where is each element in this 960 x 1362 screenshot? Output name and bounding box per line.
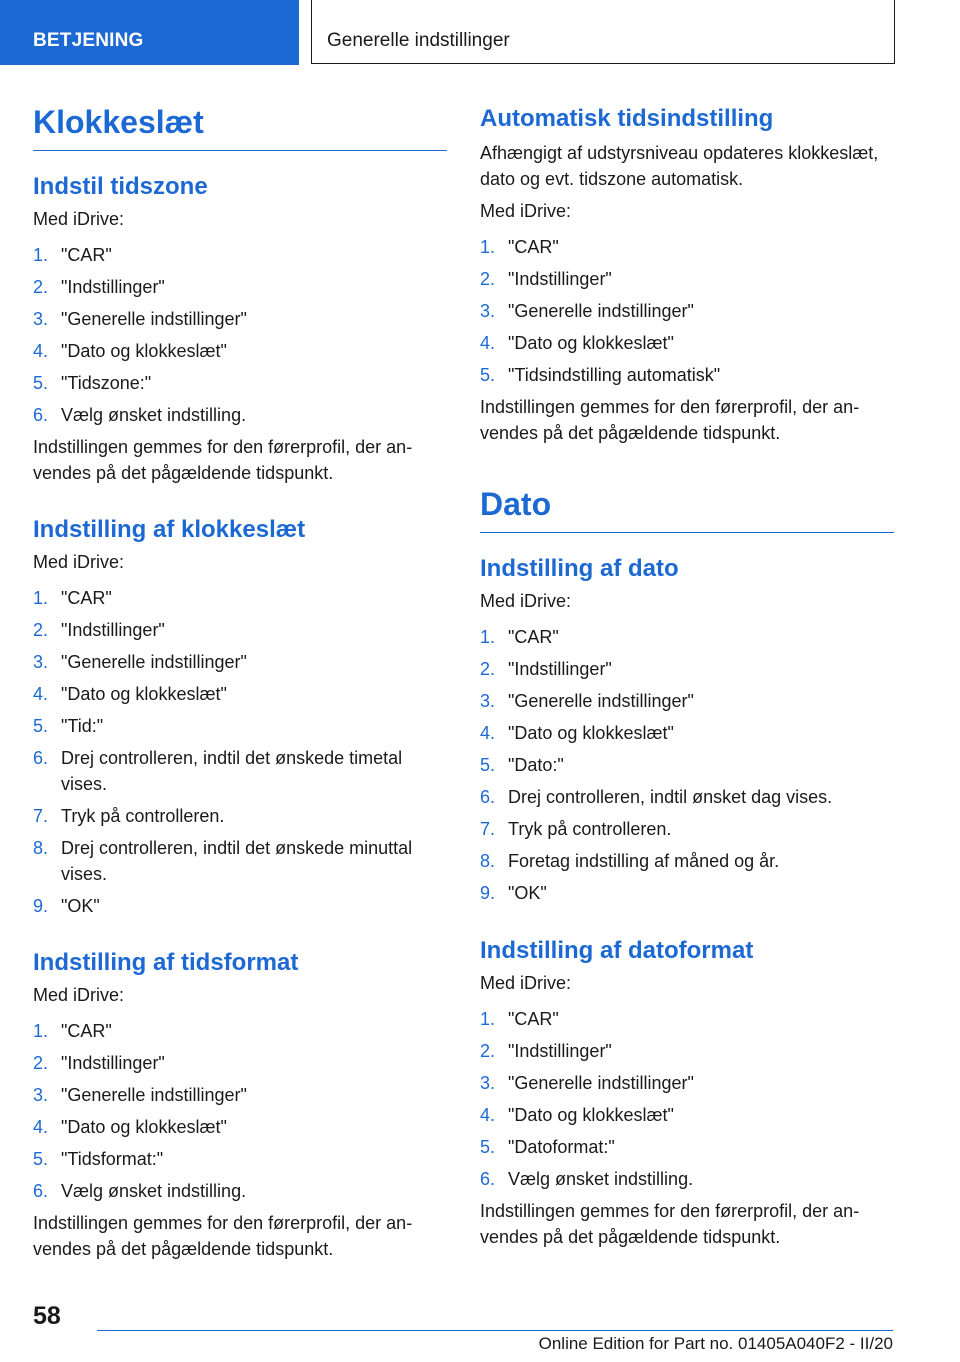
step-text: "Dato og klokkeslæt" (508, 1105, 674, 1125)
list-item (33, 1146, 447, 1172)
step-text: "Tidsformat:" (61, 1149, 164, 1169)
step-number: 8. (480, 851, 496, 871)
step-text: "Generelle indstillinger" (61, 1085, 247, 1105)
step-text: "CAR" (508, 1009, 559, 1029)
step-number: 4. (480, 333, 496, 353)
step-text: "Indstillinger" (61, 277, 165, 297)
step-text: "Datoformat:" (508, 1137, 615, 1157)
list-item (33, 745, 447, 797)
step-text: "Indstillinger" (508, 659, 612, 679)
step-number: 6. (33, 1181, 49, 1201)
step-number: 2. (33, 620, 49, 640)
step-text: "Generelle indstillinger" (508, 301, 694, 321)
list-item (33, 835, 447, 887)
page-title-time: Klokkeslæt (33, 102, 447, 151)
section-dato (480, 484, 894, 533)
list-item (480, 880, 894, 906)
timezone-steps (33, 242, 447, 428)
step-number: 1. (480, 237, 496, 257)
step-text: "Indstillinger" (508, 269, 612, 289)
step-number: 9. (33, 896, 49, 916)
list-item (480, 752, 894, 778)
step-number: 4. (480, 723, 496, 743)
list-item (480, 298, 894, 324)
list-item (33, 649, 447, 675)
timeformat-note: Indstillingen gemmes for den førerprofil, der anvendes på det pågældende tidspunkt. (33, 1213, 413, 1259)
timezone-heading: Indstil tidszone (33, 173, 208, 200)
list-item (33, 338, 447, 364)
dateformat-note: Indstillingen gemmes for den førerprofil, der anvendes på det pågældende tidspunkt. (480, 1201, 860, 1247)
step-text: Vælg ønsket indstilling. (61, 1181, 247, 1201)
list-item (33, 803, 447, 829)
list-item (33, 1050, 447, 1076)
list-item (480, 848, 894, 874)
list-item (33, 681, 447, 707)
step-text: "Dato og klokkeslæt" (61, 1117, 227, 1137)
step-text: Drej controlleren, indtil det ønskede timetal vises. (61, 748, 403, 794)
step-number: 3. (33, 1085, 49, 1105)
step-number: 1. (33, 1021, 49, 1041)
date-steps (480, 624, 894, 906)
timeformat-section (33, 948, 447, 1262)
step-number: 5. (480, 755, 496, 775)
step-text: "Dato:" (508, 755, 564, 775)
list-item (33, 1018, 447, 1044)
timezone-note: Indstillingen gemmes for den førerprofil, der anvendes på det pågældende tidspunkt. (33, 437, 413, 483)
auto-description: Afhængigt af udstyrsniveau opdateres klokkeslæt, dato og evt. tidszone automatisk. (480, 143, 879, 189)
timezone-intro: Med iDrive: (33, 209, 125, 229)
step-text: Tryk på controlleren. (61, 806, 225, 826)
step-text: "Tidsindstilling automatisk" (508, 365, 721, 385)
list-item (33, 306, 447, 332)
step-number: 2. (480, 659, 496, 679)
step-text: Drej controlleren, indtil det ønskede minuttal vises. (61, 838, 413, 884)
step-number: 7. (33, 806, 49, 826)
step-number: 4. (480, 1105, 496, 1125)
step-text: "CAR" (61, 588, 112, 608)
list-item (480, 816, 894, 842)
date-section (480, 554, 894, 912)
step-number: 4. (33, 341, 49, 361)
step-text: "Dato og klokkeslæt" (508, 723, 674, 743)
list-item (33, 713, 447, 739)
footer-divider (97, 1330, 893, 1331)
chapter-tab (311, 0, 895, 64)
time-section (33, 515, 447, 925)
page-number: 58 (33, 1302, 61, 1330)
step-number: 6. (33, 748, 49, 768)
step-number: 2. (33, 277, 49, 297)
step-text: "CAR" (508, 237, 559, 257)
time-intro: Med iDrive: (33, 552, 125, 572)
time-heading: Indstilling af klokkeslæt (33, 516, 306, 543)
auto-intro: Med iDrive: (480, 201, 572, 221)
step-text: "CAR" (61, 1021, 112, 1041)
step-number: 2. (480, 1041, 496, 1061)
step-text: "Tidszone:" (61, 373, 152, 393)
step-text: "Dato og klokkeslæt" (508, 333, 674, 353)
chapter-title: Generelle indstillinger (327, 30, 510, 51)
step-text: "Dato og klokkeslæt" (61, 341, 227, 361)
list-item (33, 617, 447, 643)
step-text: "Tid:" (61, 716, 104, 736)
list-item (33, 893, 447, 919)
date-heading: Indstilling af dato (480, 555, 679, 582)
step-number: 6. (33, 405, 49, 425)
step-number: 2. (480, 269, 496, 289)
step-text: Drej controlleren, indtil ønsket dag vises. (508, 787, 833, 807)
auto-steps (480, 234, 894, 388)
step-number: 5. (33, 716, 49, 736)
list-item (33, 1114, 447, 1140)
step-number: 4. (33, 684, 49, 704)
list-item (480, 330, 894, 356)
list-item (33, 402, 447, 428)
step-text: "Indstillinger" (508, 1041, 612, 1061)
section-tab (0, 0, 299, 65)
step-text: Foretag indstilling af måned og år. (508, 851, 780, 871)
list-item (480, 688, 894, 714)
timeformat-intro: Med iDrive: (33, 985, 125, 1005)
step-text: Tryk på controlleren. (508, 819, 672, 839)
step-text: Vælg ønsket indstilling. (61, 405, 247, 425)
time-steps (33, 585, 447, 919)
step-number: 1. (480, 1009, 496, 1029)
dateformat-section (480, 936, 894, 1250)
list-item (480, 1166, 894, 1192)
list-item (33, 242, 447, 268)
auto-section (480, 104, 894, 446)
list-item (480, 784, 894, 810)
step-number: 3. (480, 691, 496, 711)
list-item (480, 624, 894, 650)
list-item (480, 1134, 894, 1160)
step-number: 9. (480, 883, 496, 903)
step-text: "CAR" (61, 245, 112, 265)
step-text: "Generelle indstillinger" (61, 652, 247, 672)
step-number: 3. (480, 1073, 496, 1093)
list-item (480, 720, 894, 746)
step-number: 1. (480, 627, 496, 647)
list-item (480, 1006, 894, 1032)
list-item (480, 1102, 894, 1128)
step-number: 8. (33, 838, 49, 858)
list-item (33, 274, 447, 300)
step-text: Vælg ønsket indstilling. (508, 1169, 694, 1189)
step-number: 3. (33, 652, 49, 672)
step-number: 1. (33, 588, 49, 608)
step-text: "Generelle indstillinger" (61, 309, 247, 329)
list-item (33, 1082, 447, 1108)
page-title-date: Dato (480, 484, 894, 533)
step-number: 6. (480, 1169, 496, 1189)
list-item (480, 656, 894, 682)
step-text: "Generelle indstillinger" (508, 691, 694, 711)
footer-edition: Online Edition for Part no. 01405A040F2 - II/20 (538, 1334, 893, 1353)
step-number: 5. (33, 373, 49, 393)
step-number: 5. (33, 1149, 49, 1169)
step-number: 5. (480, 365, 496, 385)
step-text: "CAR" (508, 627, 559, 647)
dateformat-intro: Med iDrive: (480, 973, 572, 993)
list-item (480, 1070, 894, 1096)
list-item (480, 234, 894, 260)
step-number: 3. (480, 301, 496, 321)
step-number: 7. (480, 819, 496, 839)
step-number: 2. (33, 1053, 49, 1073)
list-item (33, 585, 447, 611)
step-number: 5. (480, 1137, 496, 1157)
auto-note: Indstillingen gemmes for den førerprofil, der anvendes på det pågældende tidspunkt. (480, 397, 860, 443)
step-number: 4. (33, 1117, 49, 1137)
step-text: "Dato og klokkeslæt" (61, 684, 227, 704)
timeformat-steps (33, 1018, 447, 1204)
section-klokkeslaet (33, 102, 447, 151)
step-text: "OK" (61, 896, 100, 916)
step-text: "Indstillinger" (61, 620, 165, 640)
dateformat-heading: Indstilling af datoformat (480, 937, 754, 964)
timezone-section (33, 172, 447, 486)
list-item (33, 1178, 447, 1204)
auto-heading: Automatisk tidsindstilling (480, 105, 774, 132)
list-item (480, 266, 894, 292)
step-text: "Generelle indstillinger" (508, 1073, 694, 1093)
dateformat-steps (480, 1006, 894, 1192)
step-number: 1. (33, 245, 49, 265)
step-text: "Indstillinger" (61, 1053, 165, 1073)
step-number: 6. (480, 787, 496, 807)
timeformat-heading: Indstilling af tidsformat (33, 949, 299, 976)
list-item (480, 362, 894, 388)
section-title: BETJENING (33, 30, 144, 51)
list-item (33, 370, 447, 396)
step-text: "OK" (508, 883, 547, 903)
list-item (480, 1038, 894, 1064)
date-intro: Med iDrive: (480, 591, 572, 611)
step-number: 3. (33, 309, 49, 329)
